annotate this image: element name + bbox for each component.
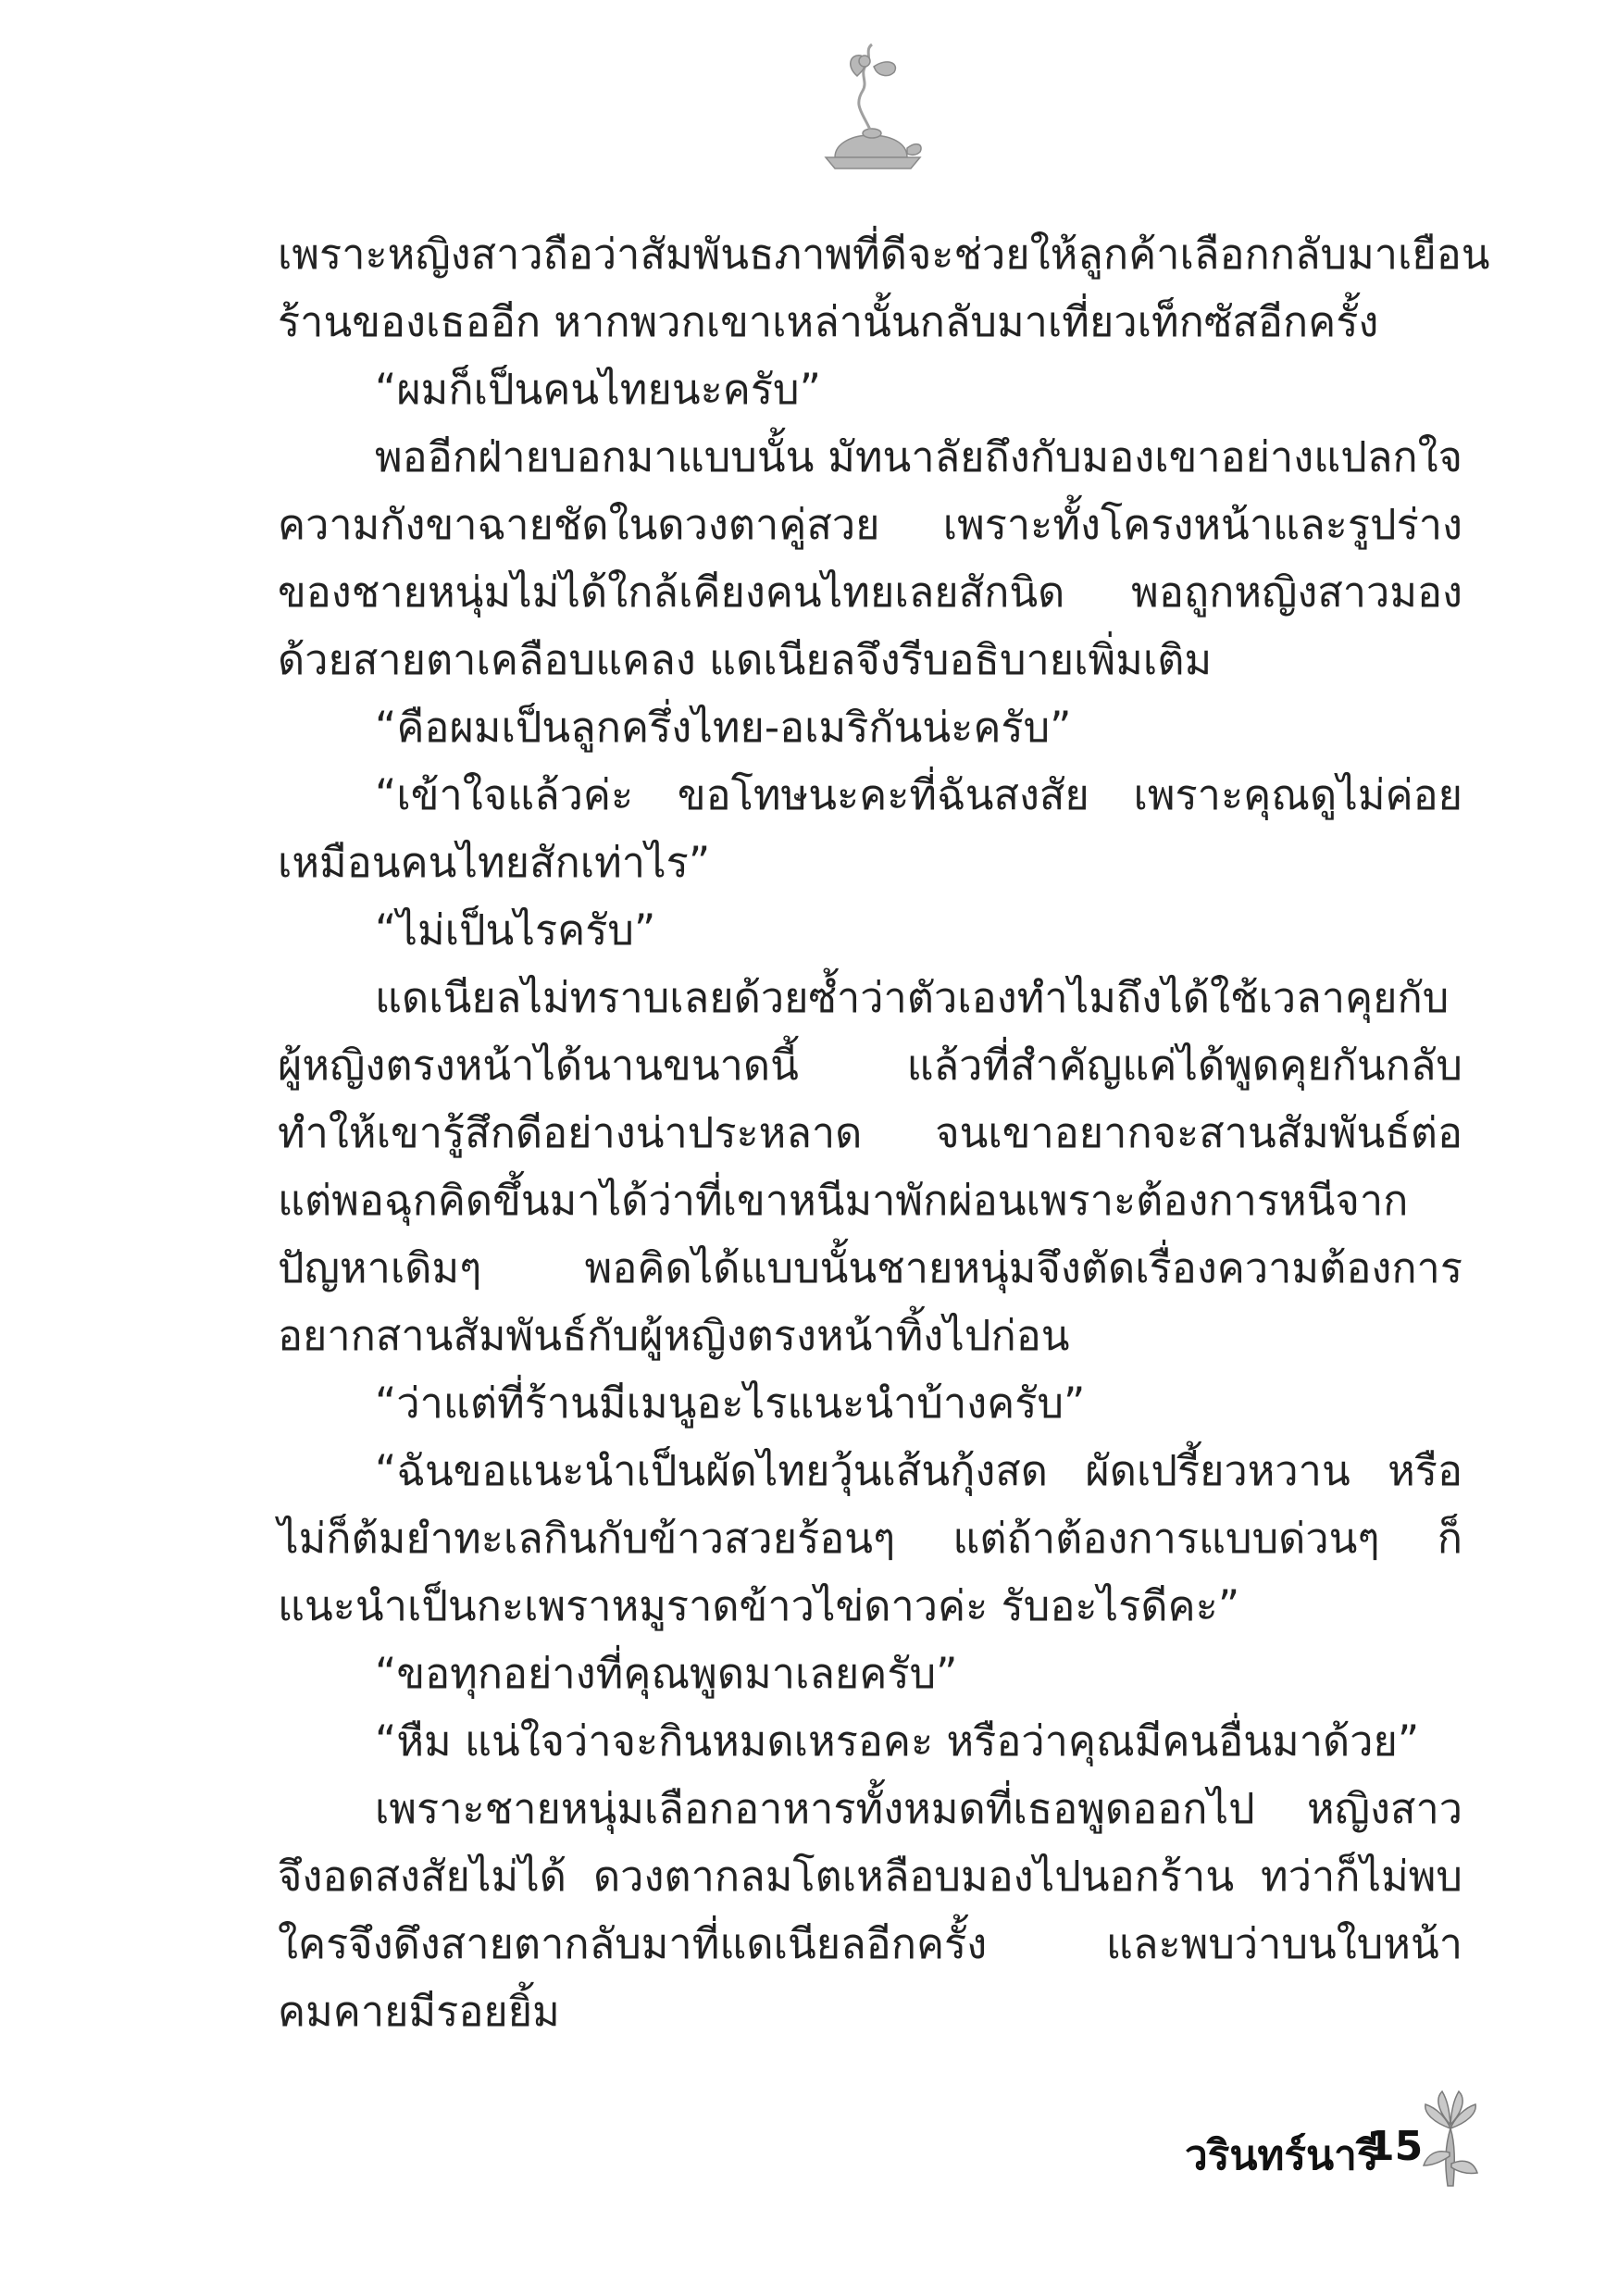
paragraph-line-2: ร้านของเธออีก หากพวกเขาเหล่านั้นกลับมาเที่ยวเท็กซัสอีกครั้ง	[278, 297, 1379, 346]
paragraph-dialogue-1: “ผมก็เป็นคนไทยนะครับ”	[375, 365, 821, 414]
paragraph-dialogue-7: “ขอทุกอย่างที่คุณพูดมาเลยครับ”	[375, 1649, 958, 1698]
page-number: 15	[1366, 2123, 1424, 2170]
paragraph-dialogue-8: “หืม แน่ใจว่าจะกินหมดเหรอคะ หรือว่าคุณมีคนอื่นมาด้วย”	[375, 1716, 1420, 1766]
genie-lamp-with-fairy-icon	[798, 39, 927, 178]
paragraph-narration-2: แดเนียลไม่ทราบเลยด้วยซ้ำว่าตัวเองทำไมถึงได้ใช้เวลาคุยกับผู้หญิงตรงหน้าได้นานขนาดนี้ แล้วที่สำคัญแค่ได้พูดคุยกันกลับทำให้เขารู้สึกดีอย่างน่าประหลาด จนเขาอยากจะสานสัมพันธ์ต่อ แต่พอฉุกคิดขึ้นมาได้ว่าที่เขาหนีมาพักผ่อนเพราะต้องการหนีจากปัญหาเดิมๆ พอคิดได้แบบนั้นชายหนุ่มจึงตัดเรื่องความต้องการอยากสานสัมพันธ์กับผู้หญิงตรงหน้าทิ้งไปก่อน	[278, 973, 1462, 1360]
page-footer	[1185, 2088, 1490, 2190]
paragraph-dialogue-6: “ฉันขอแนะนำเป็นผัดไทยวุ้นเส้นกุ้งสด ผัดเปรี้ยวหวาน หรือไม่ก็ต้มยำทะเลกินกับข้าวสวยร้อนๆ แต่ถ้าต้องการแบบด่วนๆ ก็แนะนำเป็นกะเพราหมูราดข้าวไข่ดาวค่ะ รับอะไรดีคะ”	[278, 1446, 1462, 1630]
paragraph-narration-1: พออีกฝ่ายบอกมาแบบนั้น มัทนาลัยถึงกับมองเขาอย่างแปลกใจ ความกังขาฉายชัดในดวงตาคู่สวย เพราะทั้งโครงหน้าและรูปร่างของชายหนุ่มไม่ได้ใกล้เคียงคนไทยเลยสักนิด พอถูกหญิงสาวมองด้วยสายตาเคลือบแคลง แดเนียลจึงรีบอธิบายเพิ่มเติม	[278, 432, 1462, 684]
paragraph-dialogue-2: “คือผมเป็นลูกครึ่งไทย-อเมริกันน่ะครับ”	[375, 703, 1072, 752]
lily-flower-icon	[1418, 2088, 1483, 2190]
paragraph-narration-3: เพราะชายหนุ่มเลือกอาหารทั้งหมดที่เธอพูดออกไป หญิงสาวจึงอดสงสัยไม่ได้ ดวงตากลมโตเหลือบมองไปนอกร้าน ทว่าก็ไม่พบใครจึงดึงสายตากลับมาที่แดเนียลอีกครั้ง และพบว่าบนใบหน้าคมคายมีรอยยิ้ม	[278, 1784, 1462, 2036]
paragraph-dialogue-5: “ว่าแต่ที่ร้านมีเมนูอะไรแนะนำบ้างครับ”	[375, 1379, 1086, 1428]
paragraph-dialogue-3: “เข้าใจแล้วค่ะ ขอโทษนะคะที่ฉันสงสัย เพราะคุณดูไม่ค่อยเหมือนคนไทยสักเท่าไร”	[278, 770, 1462, 887]
paragraph-dialogue-4: “ไม่เป็นไรครับ”	[375, 905, 656, 955]
book-title: วรินทร์นารี	[1185, 2132, 1379, 2179]
paragraph-line-1: เพราะหญิงสาวถือว่าสัมพันธภาพที่ดีจะช่วยให้ลูกค้าเลือกกลับมาเยือน	[278, 230, 1490, 279]
